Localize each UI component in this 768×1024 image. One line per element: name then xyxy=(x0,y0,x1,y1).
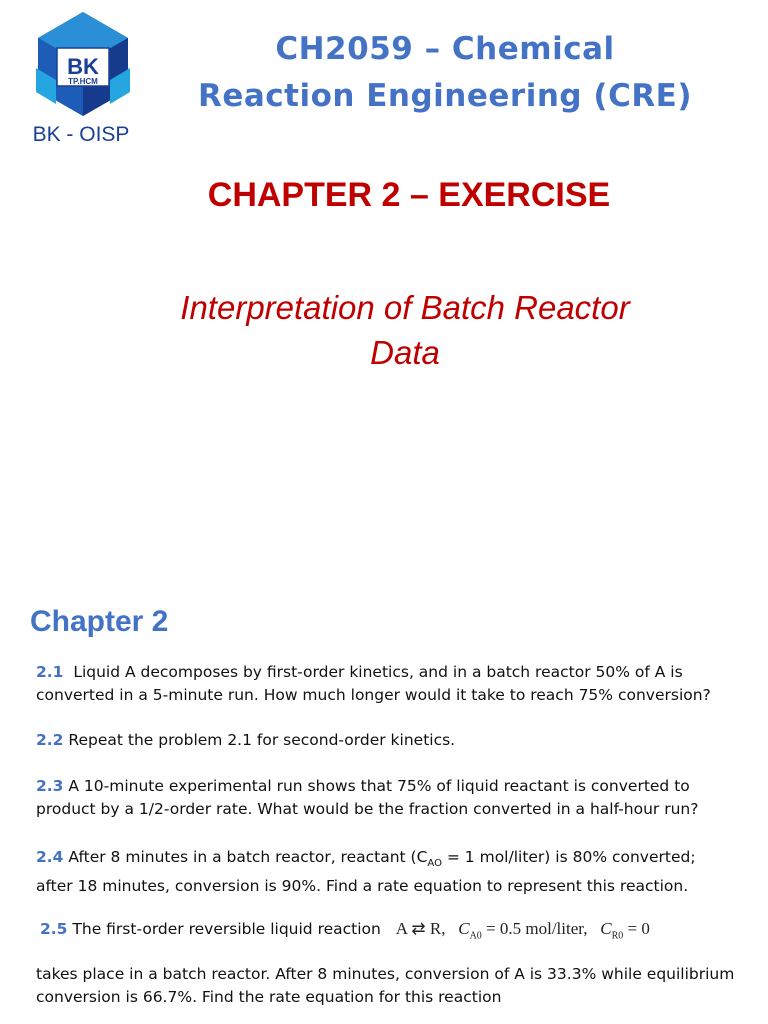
course-title-line2: Reaction Engineering (CRE) xyxy=(197,78,693,114)
eq-cr-val: = 0 xyxy=(623,919,650,938)
problem-text: A 10-minute experimental run shows that 75% of liquid reactant is converted to product by a 1/2-order rate. What would be the fraction converted in a half-hour run? xyxy=(36,777,699,818)
logo-mark: BK xyxy=(67,54,99,79)
bk-logo xyxy=(22,8,144,148)
eq-ca: C xyxy=(458,919,470,938)
eq-ca-val: = 0.5 mol/liter, xyxy=(481,919,588,938)
course-title xyxy=(150,26,740,120)
eq-ca-sub: A0 xyxy=(469,930,482,942)
problem-text: The first-order reversible liquid reaction xyxy=(72,920,381,938)
problem-2-5-continued: takes place in a batch reactor. After 8 minutes, conversion of A is 33.3% while equilibrium conversion is 66.7%. Find the rate equation for this reaction xyxy=(36,965,735,1006)
problem-number: 2.5 xyxy=(40,920,68,938)
chapter-title: CHAPTER 2 – EXERCISE xyxy=(207,176,611,214)
problem-number: 2.1 xyxy=(36,663,64,681)
subtitle-line2: Data xyxy=(370,334,440,371)
problem-number: 2.4 xyxy=(36,848,64,866)
problem-number: 2.2 xyxy=(36,731,64,749)
eq-reaction: A ⇄ R, xyxy=(395,919,446,938)
problem-text: Repeat the problem 2.1 for second-order kinetics. xyxy=(68,731,456,749)
problem-2-5 xyxy=(40,917,740,947)
eq-cr-sub: R0 xyxy=(611,930,624,942)
problem-2-1 xyxy=(36,661,736,707)
problem-2-4 xyxy=(36,846,736,898)
logo-sub: TP.HCM xyxy=(68,77,98,86)
problem-number: 2.3 xyxy=(36,777,64,795)
problem-text-b: = 1 mol/liter) is 80% converted; after 18 minutes, conversion is 90%. Find a rate equation to represent this reaction. xyxy=(36,848,696,896)
section-heading: Chapter 2 xyxy=(30,605,169,638)
problem-2-2 xyxy=(36,729,736,752)
subtitle-line1: Interpretation of Batch Reactor xyxy=(180,289,630,326)
equation xyxy=(395,919,650,942)
exercise-slide xyxy=(0,585,768,1024)
problem-2-3 xyxy=(36,775,736,821)
course-title-line1: CH2059 – Chemical xyxy=(275,31,615,67)
problem-subscript: AO xyxy=(427,858,442,870)
problem-text-a: After 8 minutes in a batch reactor, reactant (C xyxy=(68,848,428,866)
eq-cr: C xyxy=(600,919,612,938)
logo-caption: BK - OISP xyxy=(32,123,130,146)
problem-text: Liquid A decomposes by first-order kinetics, and in a batch reactor 50% of A is converted in a 5-minute run. How much longer would it take to reach 75% conversion? xyxy=(36,663,711,704)
subtitle xyxy=(110,285,700,375)
